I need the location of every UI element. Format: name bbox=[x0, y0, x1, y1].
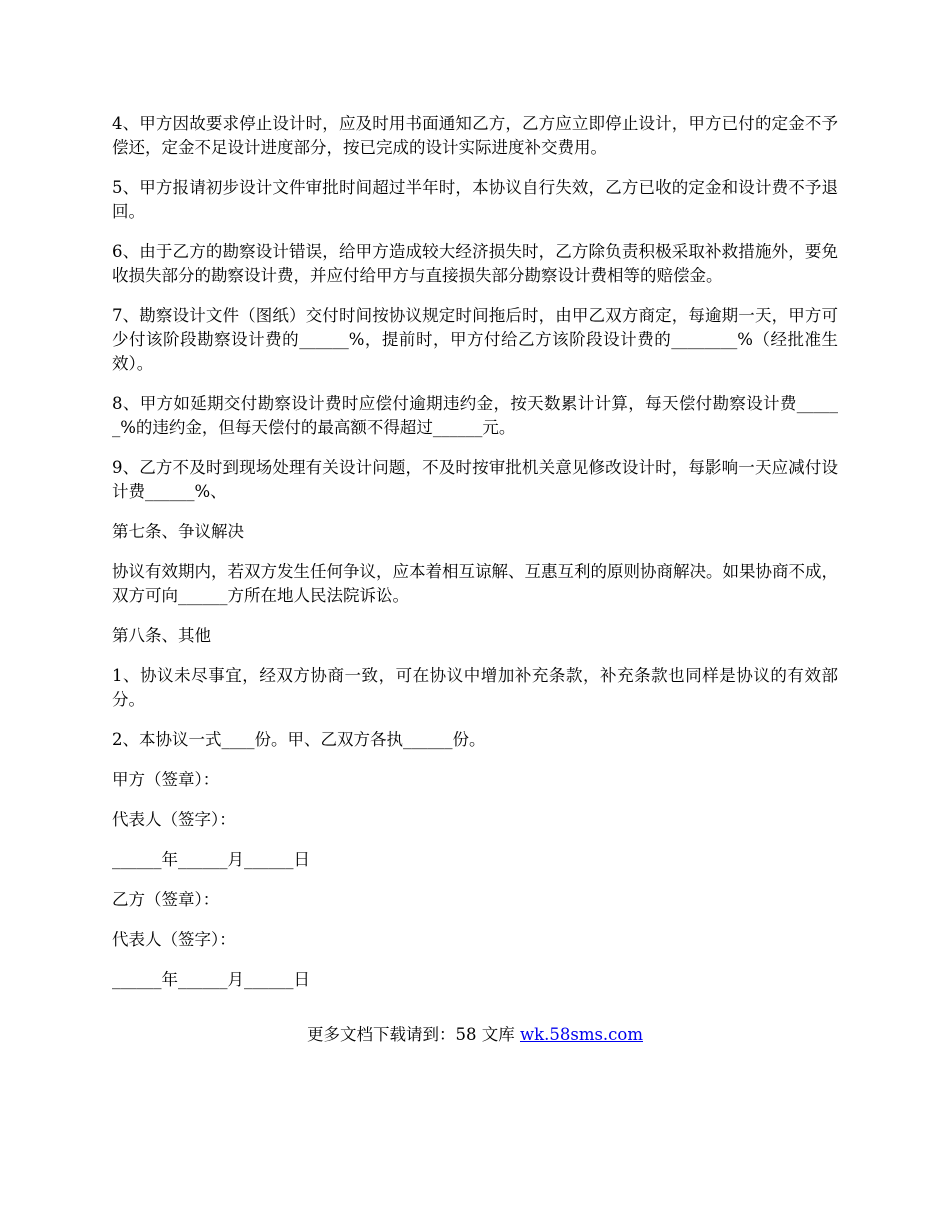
clause-5-approval-timeout: 5、甲方报请初步设计文件审批时间超过半年时，本协议自行失效，乙方已收的定金和设计费不予退回。 bbox=[112, 178, 838, 221]
section-heading-other: 第八条、其他 bbox=[112, 626, 211, 645]
clause-4-stop-design: 4、甲方因故要求停止设计时，应及时用书面通知乙方，乙方应立即停止设计，甲方已付的定金不予偿还，定金不足设计进度部分，按已完成的设计实际进度补交费用。 bbox=[112, 114, 838, 157]
clause-6-design-error: 6、由于乙方的勘察设计错误，给甲方造成较大经济损失时，乙方除负责积极采取补救措施外，要免收损失部分的勘察设计费，并应付给甲方与直接损失部分勘察设计费相等的赔偿金。 bbox=[112, 242, 838, 285]
clause-7-delivery-delay: 7、勘察设计文件（图纸）交付时间按协议规定时间拖后时，由甲乙双方商定，每逾期一天，甲方可少付该阶段勘察设计费的______%，提前时，甲方付给乙方该阶段设计费的________%（经批准生效）。 bbox=[112, 306, 838, 373]
party-b-date-line: ______年______月______日 bbox=[112, 970, 310, 989]
party-b-seal-line: 乙方（签章）： bbox=[112, 890, 220, 909]
section-heading-dispute: 第七条、争议解决 bbox=[112, 522, 244, 541]
footer bbox=[0, 1023, 950, 1047]
other-clause-1: 1、协议未尽事宜，经双方协商一致，可在协议中增加补充条款，补充条款也同样是协议的有效部分。 bbox=[112, 666, 838, 709]
party-a-seal-line: 甲方（签章）： bbox=[112, 770, 220, 789]
party-b-representative-line: 代表人（签字）： bbox=[112, 930, 236, 949]
clause-8-late-payment: 8、甲方如延期交付勘察设计费时应偿付逾期违约金，按天数累计计算，每天偿付勘察设计费______%的违约金，但每天偿付的最高额不得超过______元。 bbox=[112, 394, 838, 437]
footer-text: 更多文档下载请到：58 文库 bbox=[306, 1025, 520, 1044]
other-clause-2: 2、本协议一式____份。甲、乙双方各执______份。 bbox=[112, 730, 486, 749]
party-a-date-line: ______年______月______日 bbox=[112, 850, 310, 869]
document-body bbox=[112, 112, 838, 1008]
party-a-representative-line: 代表人（签字）： bbox=[112, 810, 236, 829]
dispute-resolution-text: 协议有效期内，若双方发生任何争议，应本着相互谅解、互惠互利的原则协商解决。如果协商不成，双方可向______方所在地人民法院诉讼。 bbox=[112, 562, 838, 605]
clause-9-onsite-handling: 9、乙方不及时到现场处理有关设计问题，不及时按审批机关意见修改设计时，每影响一天应减付设计费______%、 bbox=[112, 458, 838, 501]
footer-link[interactable]: wk.58sms.com bbox=[519, 1025, 643, 1044]
